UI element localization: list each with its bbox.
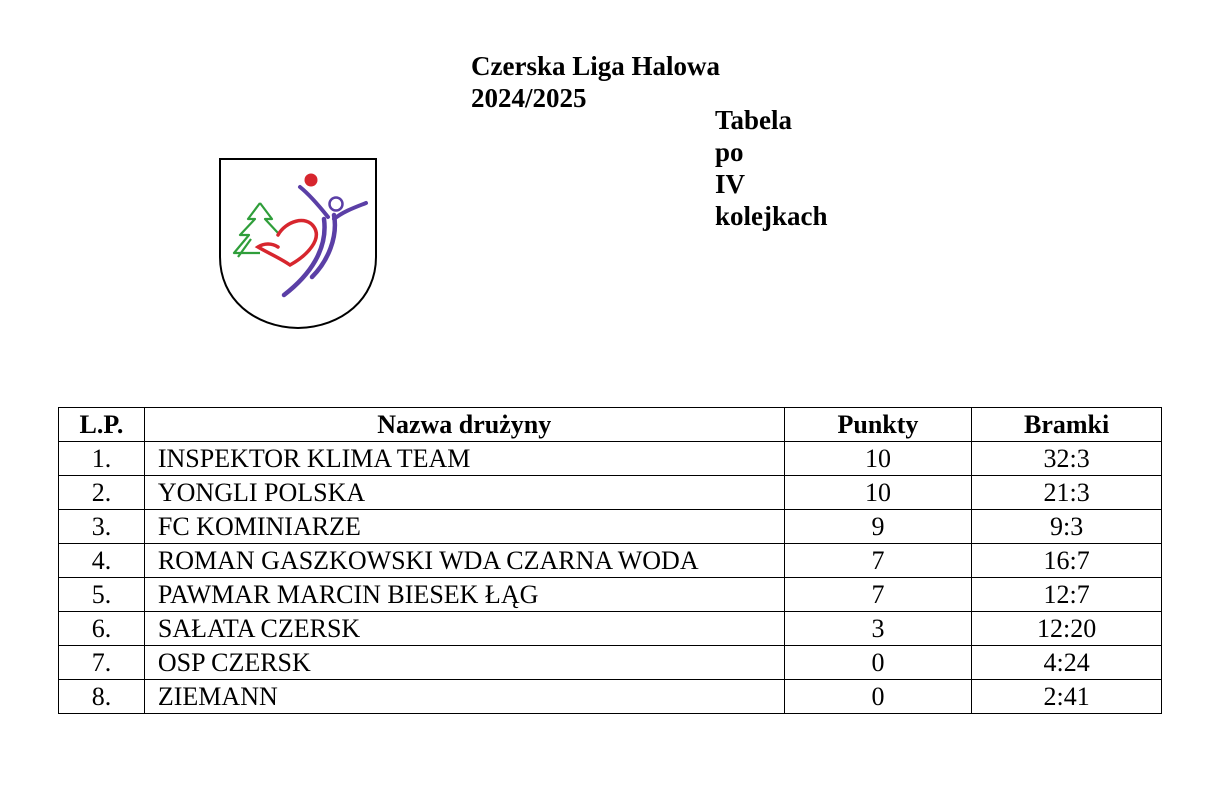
table-row (59, 544, 1162, 578)
row-team-name: INSPEKTOR KLIMA TEAM (144, 442, 784, 476)
crest-shield (220, 159, 376, 328)
table-row (59, 646, 1162, 680)
table-row (59, 680, 1162, 714)
table-row (59, 442, 1162, 476)
row-goals: 9:3 (972, 510, 1162, 544)
row-goals: 12:7 (972, 578, 1162, 612)
row-team-name: ROMAN GASZKOWSKI WDA CZARNA WODA (144, 544, 784, 578)
table-header-row (59, 408, 1162, 442)
table-row (59, 510, 1162, 544)
league-crest-icon (218, 157, 378, 330)
table-row (59, 578, 1162, 612)
table-row (59, 476, 1162, 510)
row-team-name: FC KOMINIARZE (144, 510, 784, 544)
col-header-points: Punkty (784, 408, 972, 442)
row-goals: 16:7 (972, 544, 1162, 578)
col-header-lp: L.P. (59, 408, 145, 442)
row-position: 5. (59, 578, 145, 612)
row-points: 0 (784, 646, 972, 680)
row-goals: 12:20 (972, 612, 1162, 646)
page-subtitle: Tabela po IV kolejkach (715, 105, 828, 231)
row-points: 0 (784, 680, 972, 714)
standings-table (58, 407, 1162, 714)
row-goals: 2:41 (972, 680, 1162, 714)
row-goals: 4:24 (972, 646, 1162, 680)
row-position: 7. (59, 646, 145, 680)
row-goals: 21:3 (972, 476, 1162, 510)
row-position: 8. (59, 680, 145, 714)
table-row (59, 612, 1162, 646)
row-points: 7 (784, 578, 972, 612)
row-team-name: SAŁATA CZERSK (144, 612, 784, 646)
row-points: 10 (784, 476, 972, 510)
row-position: 2. (59, 476, 145, 510)
row-goals: 32:3 (972, 442, 1162, 476)
row-points: 7 (784, 544, 972, 578)
row-points: 10 (784, 442, 972, 476)
col-header-goals: Bramki (972, 408, 1162, 442)
row-team-name: PAWMAR MARCIN BIESEK ŁĄG (144, 578, 784, 612)
row-position: 1. (59, 442, 145, 476)
row-position: 4. (59, 544, 145, 578)
col-header-team-name: Nazwa drużyny (144, 408, 784, 442)
row-position: 6. (59, 612, 145, 646)
row-team-name: YONGLI POLSKA (144, 476, 784, 510)
row-position: 3. (59, 510, 145, 544)
row-team-name: ZIEMANN (144, 680, 784, 714)
row-points: 9 (784, 510, 972, 544)
row-team-name: OSP CZERSK (144, 646, 784, 680)
row-points: 3 (784, 612, 972, 646)
page-title: Czerska Liga Halowa 2024/2025 (471, 51, 720, 113)
ball-icon (305, 174, 318, 187)
